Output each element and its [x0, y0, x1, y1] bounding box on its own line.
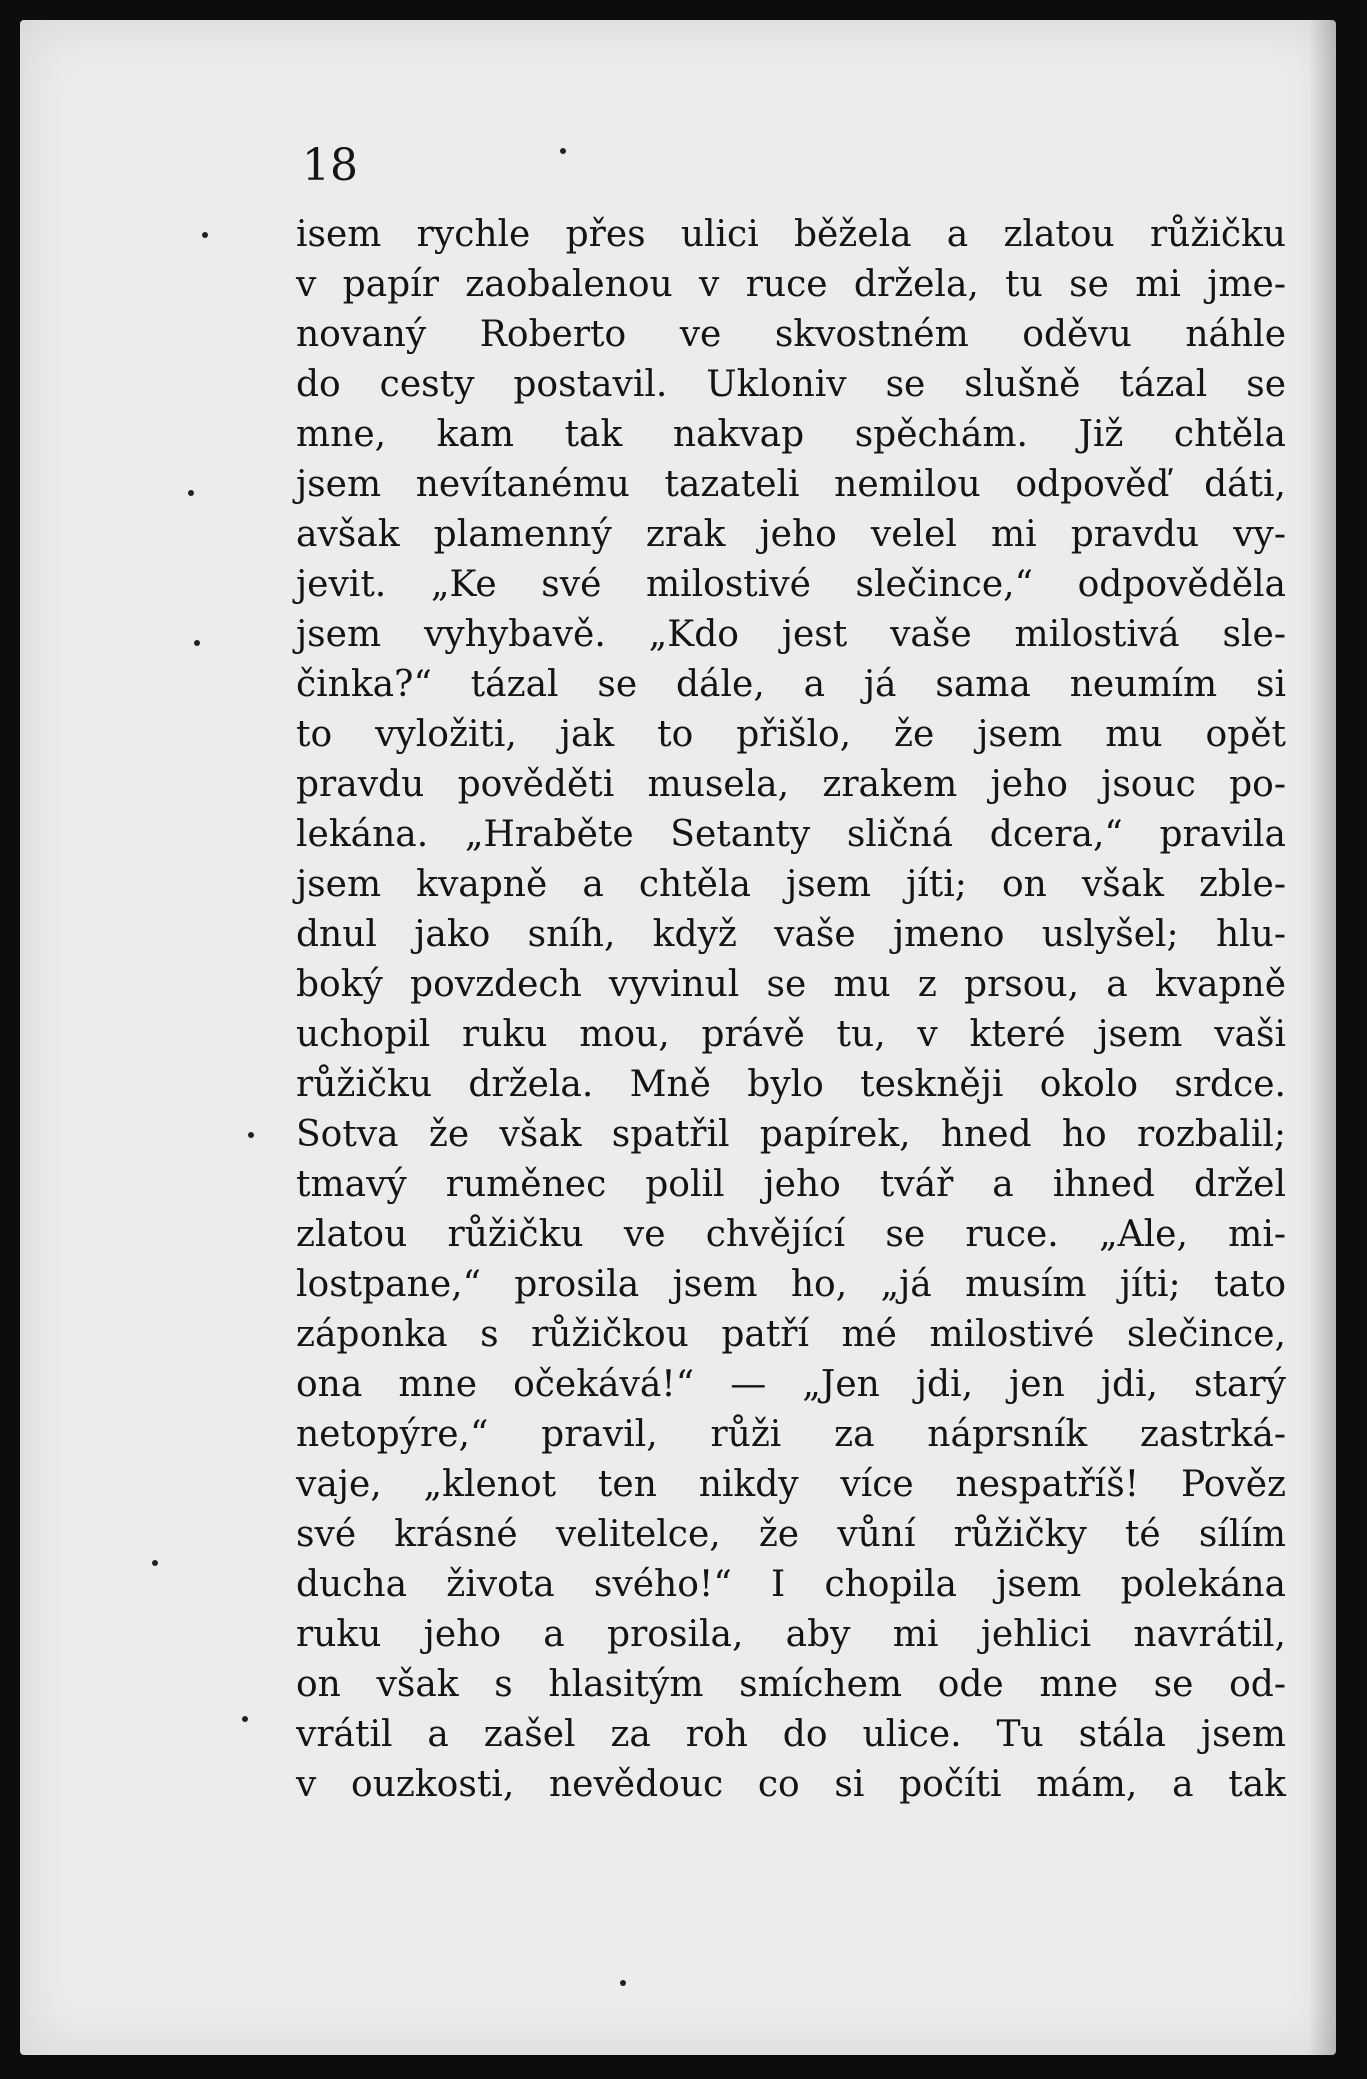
text-line: ona mne očekává!“ — „Jen jdi, jen jdi, starý — [296, 1364, 1286, 1405]
text-line: vaje, „klenot ten nikdy více nespatříš! Pověz — [296, 1464, 1286, 1505]
text-line: v ouzkosti, nevědouc co si počíti mám, a tak — [296, 1764, 1286, 1805]
print-speck — [194, 640, 200, 646]
text-line: avšak plamenný zrak jeho velel mi pravdu vy- — [296, 514, 1286, 555]
text-line: záponka s růžičkou patří mé milostivé slečince, — [296, 1314, 1286, 1355]
text-line: zlatou růžičku ve chvějící se ruce. „Ale, mi- — [296, 1214, 1286, 1255]
text-line: růžičku držela. Mně bylo teskněji okolo srdce. — [296, 1064, 1286, 1105]
print-speck — [248, 1132, 254, 1138]
print-speck — [202, 232, 208, 238]
text-line: lekána. „Hraběte Setanty sličná dcera,“ pravila — [296, 814, 1286, 855]
text-line: jsem nevítanému tazateli nemilou odpověď dáti, — [296, 464, 1286, 505]
text-line: Sotva že však spatřil papírek, hned ho rozbalil; — [296, 1114, 1286, 1155]
text-line: své krásné velitelce, že vůní růžičky té sílím — [296, 1514, 1286, 1555]
text-line: pravdu pověděti musela, zrakem jeho jsouc po- — [296, 764, 1286, 805]
page-number: 18 — [302, 140, 358, 191]
print-speck — [620, 1980, 626, 1986]
text-line: mne, kam tak nakvap spěchám. Již chtěla — [296, 414, 1286, 455]
text-line: on však s hlasitým smíchem ode mne se od- — [296, 1664, 1286, 1705]
text-line: dnul jako sníh, když vaše jmeno uslyšel; hlu- — [296, 914, 1286, 955]
text-line: jsem kvapně a chtěla jsem jíti; on však zble- — [296, 864, 1286, 905]
text-line: uchopil ruku mou, právě tu, v které jsem vaši — [296, 1014, 1286, 1055]
text-line: netopýre,“ pravil, růži za náprsník zastrká- — [296, 1414, 1286, 1455]
text-line: lostpane,“ prosila jsem ho, „já musím jíti; tato — [296, 1264, 1286, 1305]
text-line: v papír zaobalenou v ruce držela, tu se mi jme- — [296, 264, 1286, 305]
text-line: ruku jeho a prosila, aby mi jehlici navrátil, — [296, 1614, 1286, 1655]
text-line: to vyložiti, jak to přišlo, že jsem mu opět — [296, 714, 1286, 755]
print-speck — [560, 148, 566, 154]
page-edge-shadow — [1308, 20, 1336, 2055]
body-text — [296, 210, 1286, 1810]
print-speck — [242, 1716, 248, 1722]
text-line: jsem vyhybavě. „Kdo jest vaše milostivá sle- — [296, 614, 1286, 655]
text-line: činka?“ tázal se dále, a já sama neumím si — [296, 664, 1286, 705]
text-line: ducha života svého!“ I chopila jsem polekána — [296, 1564, 1286, 1605]
book-page — [20, 20, 1336, 2055]
print-speck — [152, 1560, 158, 1566]
print-speck — [188, 490, 194, 496]
text-line: jevit. „Ke své milostivé slečince,“ odpověděla — [296, 564, 1286, 605]
text-line: boký povzdech vyvinul se mu z prsou, a kvapně — [296, 964, 1286, 1005]
text-line: vrátil a zašel za roh do ulice. Tu stála jsem — [296, 1714, 1286, 1755]
text-line: do cesty postavil. Ukloniv se slušně tázal se — [296, 364, 1286, 405]
text-line: novaný Roberto ve skvostném oděvu náhle — [296, 314, 1286, 355]
text-line: tmavý ruměnec polil jeho tvář a ihned držel — [296, 1164, 1286, 1205]
text-line: isem rychle přes ulici běžela a zlatou růžičku — [296, 214, 1286, 255]
